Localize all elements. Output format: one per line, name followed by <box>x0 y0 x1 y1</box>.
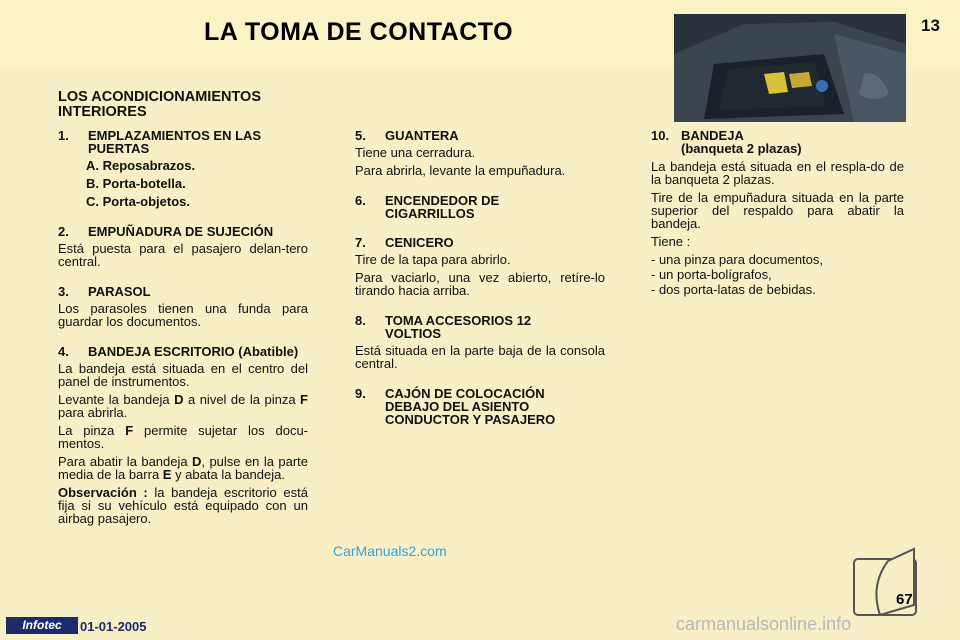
list-item: - dos porta-latas de bebidas. <box>651 282 816 297</box>
paragraph: Para abatir la bandeja D, pulse en la parte media de la barra E y abata la bandeja. <box>58 454 308 482</box>
infotec-badge: Infotec <box>6 617 78 634</box>
sub-item-a: A. Reposabrazos. <box>86 158 196 173</box>
column-3 <box>651 129 904 301</box>
heading-6 <box>355 194 605 220</box>
photo-illustration <box>674 14 906 122</box>
heading-number: 8. <box>355 313 366 328</box>
paragraph: Está situada en la parte baja de la consola central. <box>355 343 605 371</box>
heading-text: CENICERO <box>385 235 454 250</box>
paragraph: Tiene una cerradura. <box>355 145 476 160</box>
heading-number: 5. <box>355 128 366 143</box>
heading-number: 3. <box>58 284 69 299</box>
heading-subtitle: (banqueta 2 plazas) <box>681 141 802 156</box>
paragraph: Levante la bandeja D a nivel de la pinza F para abrirla. <box>58 392 308 420</box>
heading-number: 2. <box>58 224 69 239</box>
footer-date: 01-01-2005 <box>80 619 147 634</box>
section-title: LOS ACONDICIONAMIENTOS INTERIORES <box>58 89 262 120</box>
heading-text: TOMA ACCESORIOS 12 VOLTIOS <box>385 313 532 341</box>
heading-1 <box>58 129 308 155</box>
heading-number: 7. <box>355 235 366 250</box>
page-title: LA TOMA DE CONTACTO <box>204 18 514 46</box>
paragraph: La pinza F permite sujetar los docu-mentos. <box>58 423 309 451</box>
sub-item-c: C. Porta-objetos. <box>86 194 191 209</box>
interior-photo <box>674 14 906 122</box>
list-item: - una pinza para documentos, <box>651 252 823 267</box>
list-item: - un porta-bolígrafos, <box>651 267 772 282</box>
heading-number: 10. <box>651 128 670 143</box>
site-watermark: carmanualsonline.info <box>676 614 852 634</box>
observation-note: Observación : la bandeja escritorio está fija si su vehículo está equipado con un airbag pasajero. <box>58 485 308 526</box>
heading-text: GUANTERA <box>385 128 459 143</box>
heading-2 <box>58 225 308 238</box>
paragraph: Los parasoles tienen una funda para guardar los documentos. <box>58 301 308 329</box>
heading-3 <box>58 285 308 298</box>
paragraph: Tiene : <box>651 234 691 249</box>
page-number: 67 <box>896 591 913 608</box>
heading-8 <box>355 314 605 340</box>
heading-number: 1. <box>58 128 69 143</box>
heading-5 <box>355 129 605 142</box>
heading-4 <box>58 345 308 358</box>
heading-text: EMPLAZAMIENTOS EN LAS PUERTAS <box>88 128 262 156</box>
heading-text: BANDEJA <box>681 128 744 143</box>
heading-number: 9. <box>355 386 366 401</box>
paragraph: Tire de la empuñadura situada en la parte superior del respaldo para abatir la bandeja. <box>651 190 904 231</box>
heading-number: 4. <box>58 344 69 359</box>
heading-text: EMPUÑADURA DE SUJECIÓN <box>88 224 274 239</box>
sub-item-b: B. Porta-botella. <box>86 176 186 191</box>
chapter-number: 13 <box>921 16 940 35</box>
paragraph: La bandeja está situada en el respla-do de la banqueta 2 plazas. <box>651 159 904 187</box>
heading-text: BANDEJA ESCRITORIO (Abatible) <box>88 344 299 359</box>
watermark-link[interactable]: CarManuals2.com <box>333 543 447 559</box>
paragraph: Tire de la tapa para abrirlo. <box>355 252 511 267</box>
paragraph: Para vaciarlo, una vez abierto, retíre-lo tirando hacia arriba. <box>355 270 605 298</box>
heading-7 <box>355 236 605 249</box>
heading-text: PARASOL <box>88 284 151 299</box>
paragraph: Está puesta para el pasajero delan-tero central. <box>58 241 308 269</box>
heading-text: CAJÓN DE COLOCACIÓN DEBAJO DEL ASIENTO CONDUCTOR Y PASAJERO <box>385 386 556 427</box>
paragraph: La bandeja está situada en el centro del panel de instrumentos. <box>58 361 308 389</box>
heading-text: ENCENDEDOR DE CIGARRILLOS <box>385 193 500 221</box>
column-2 <box>355 129 605 430</box>
heading-9 <box>355 387 605 426</box>
heading-number: 6. <box>355 193 366 208</box>
paragraph: Para abrirla, levante la empuñadura. <box>355 163 566 178</box>
column-1 <box>58 129 308 530</box>
